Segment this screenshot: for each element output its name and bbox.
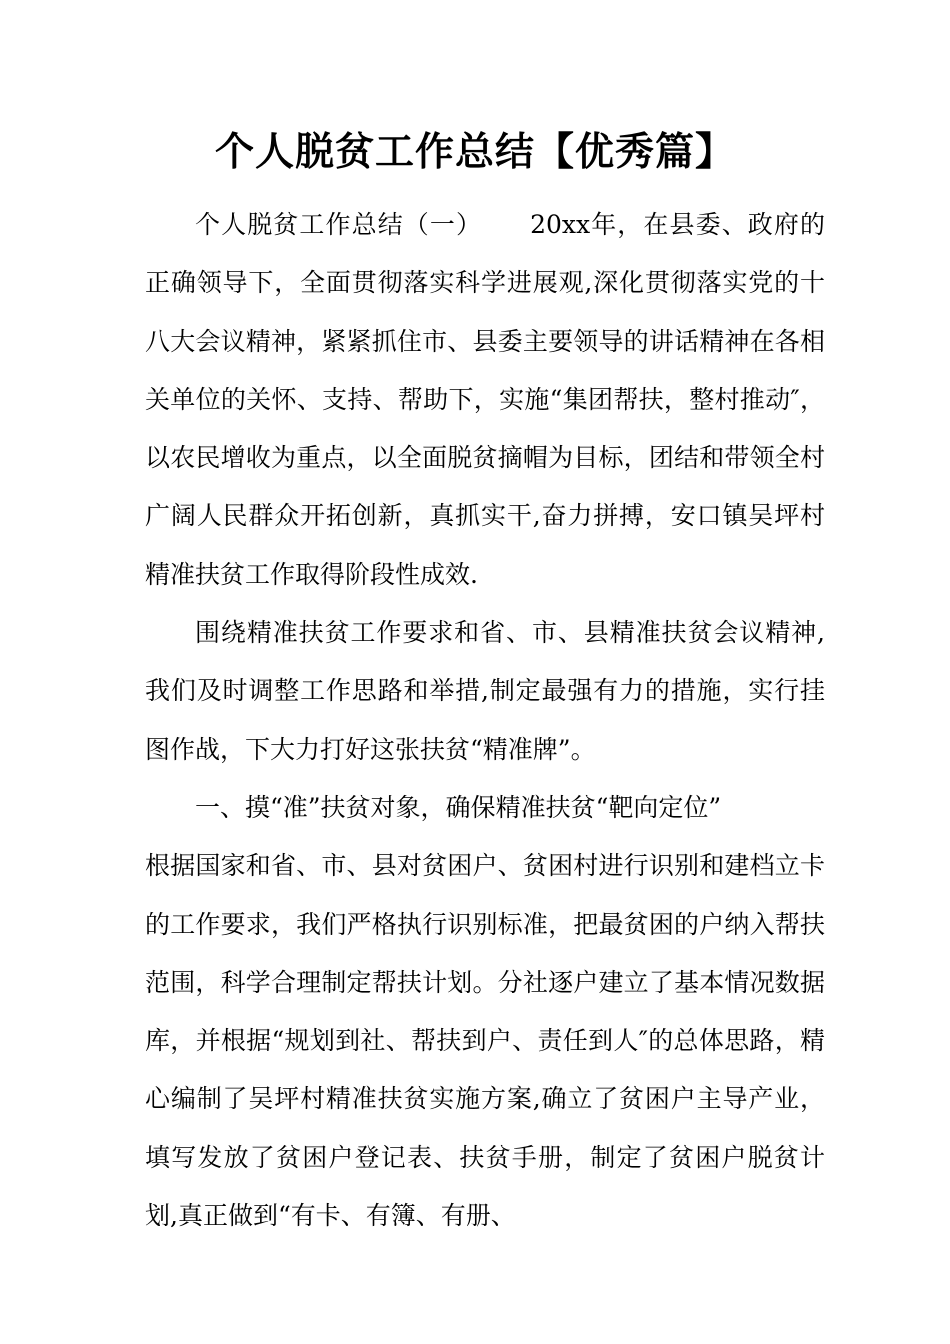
- paragraph-identification: 根据国家和省、市、县对贫困户、贫困村进行识别和建档立卡的工作要求，我们严格执行识别标准，把最贫困的户纳入帮扶范围，科学合理制定帮扶计划。分社逐户建立了基本情况数据库，并根据“规划到社、帮扶到户、责任到人″的总体思路，精心编制了吴坪村精准扶贫实施方案,确立了贫困户主导产业，填写发放了贫困户登记表、扶贫手册，制定了贫困户脱贫计划,真正做到“有卡、有簿、有册、: [145, 851, 825, 1231]
- paragraph-intro-body: 20xx年，在县委、政府的正确领导下，全面贯彻落实科学进展观,深化贯彻落实党的十八大会议精神，紧紧抓住市、县委主要领导的讲话精神在各相关单位的关怀、支持、帮助下，实施“集团帮扶，整村推动″，以农民增收为重点，以全面脱贫摘帽为目标，团结和带领全村广阔人民群众开拓创新，真抓实干,奋力拼搏，安口镇吴坪村精准扶贫工作取得阶段性成效.: [145, 210, 825, 589]
- paragraph-intro: [145, 196, 825, 604]
- document-body: [145, 196, 825, 1245]
- document-title: 个人脱贫工作总结【优秀篇】: [214, 129, 735, 175]
- paragraph-intro-lead: 个人脱贫工作总结（一）: [195, 210, 483, 239]
- section-heading-1: 一、摸“准”扶贫对象，确保精准扶贫“靶向定位”: [195, 792, 722, 822]
- paragraph-approach: 围绕精准扶贫工作要求和省、市、县精准扶贫会议精神,我们及时调整工作思路和举措,制定最强有力的措施，实行挂图作战，下大力打好这张扶贫“精准牌”。: [145, 618, 825, 764]
